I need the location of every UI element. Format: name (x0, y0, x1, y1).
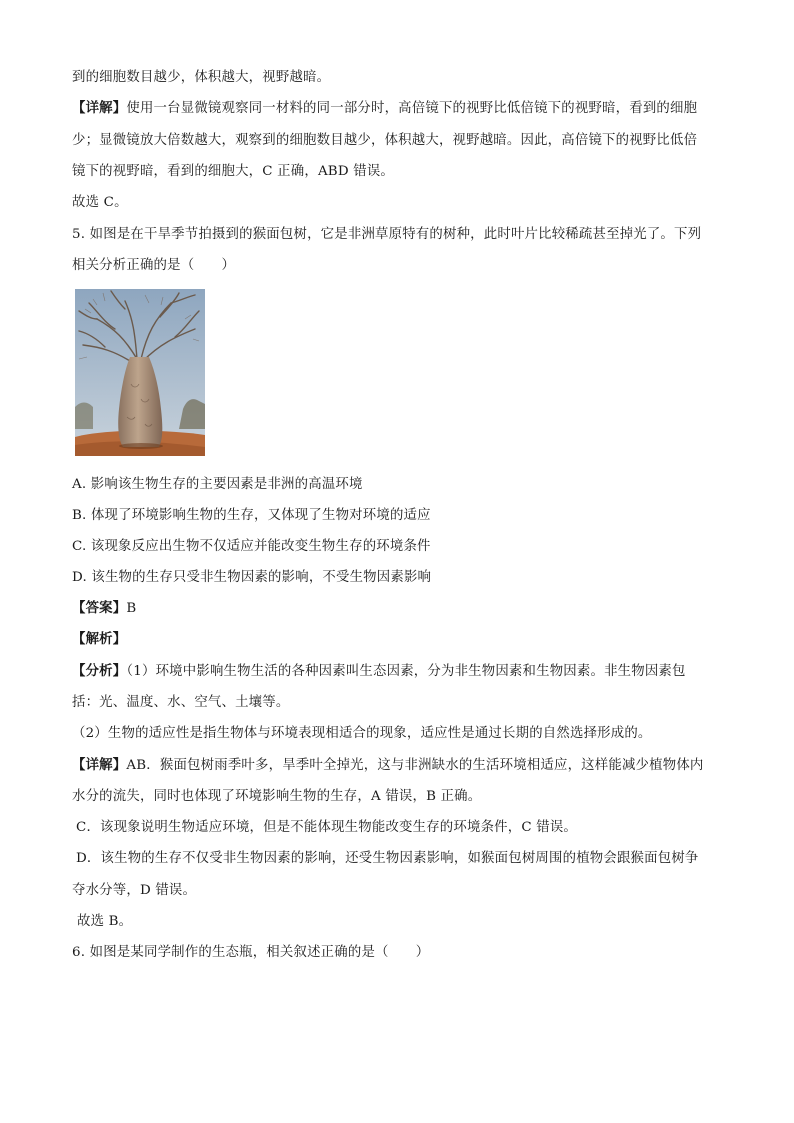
line-text: 水分的流失，同时也体现了环境影响生物的生存，A 错误，B 正确。 (72, 789, 482, 804)
answer-line (72, 599, 136, 618)
line-text: 镜下的视野暗，看到的细胞大，C 正确，ABD 错误。 (72, 164, 395, 179)
text-line (72, 99, 697, 118)
option-d (72, 568, 431, 587)
text-line (76, 818, 577, 837)
line-text: A. 影响该生物生存的主要因素是非洲的高温环境 (72, 477, 363, 492)
line-text: 括：光、温度、水、空气、土壤等。 (72, 695, 290, 710)
option-a (72, 475, 363, 494)
line-text: 夺水分等，D 错误。 (72, 883, 197, 898)
section-label-analysis: 【解析】 (72, 631, 127, 647)
line-text: C．该现象说明生物适应环境，但是不能体现生物能改变生存的环境条件，C 错误。 (76, 820, 578, 835)
section-label-fenxi: 【分析】 (72, 663, 127, 679)
text-line (72, 787, 481, 806)
line-text: 故选 C。 (72, 195, 128, 210)
line-text: B. 体现了环境影响生物的生存，又体现了生物对环境的适应 (72, 508, 431, 523)
text-line (72, 881, 196, 900)
text-line (72, 693, 289, 712)
text-line (72, 162, 394, 181)
question-5-stem-cont (72, 256, 235, 275)
line-text: 5. 如图是在干旱季节拍摄到的猴面包树，它是非洲草原特有的树种，此时叶片比较稀疏甚至掉光了。下列 (72, 227, 702, 242)
text-line (77, 912, 132, 931)
section-label-detail: 【详解】 (72, 757, 127, 773)
text-line (72, 131, 697, 150)
option-b (72, 506, 431, 525)
line-text: 相关分析正确的是（ ） (72, 258, 236, 273)
line-text: 少；显微镜放大倍数越大，观察到的细胞数目越少，体积越大，视野越暗。因此，高倍镜下的视野比低倍 (72, 133, 698, 148)
answer-value: B (126, 601, 137, 616)
line-text: D. 该生物的生存只受非生物因素的影响，不受生物因素影响 (72, 570, 432, 585)
text-line (72, 662, 686, 681)
line-text: 到的细胞数目越少，体积越大，视野越暗。 (72, 70, 331, 85)
question-6-stem (72, 943, 429, 962)
option-c (72, 537, 431, 556)
line-text: D．该生物的生存不仅受非生物因素的影响，还受生物因素影响，如猴面包树周围的植物会跟猴面包树争 (76, 851, 699, 866)
baobab-tree-icon (75, 289, 205, 456)
line-text: （1）环境中影响生物生活的各种因素叫生态因素，分为非生物因素和生物因素。非生物因素包 (126, 664, 686, 679)
line-text: （2）生物的适应性是指生物体与环境表现相适合的现象，适应性是通过长期的自然选择形成的。 (72, 726, 652, 741)
section-label-detail: 【详解】 (72, 100, 127, 116)
text-line (72, 68, 330, 87)
line-text: 6. 如图是某同学制作的生态瓶，相关叙述正确的是（ ） (72, 945, 430, 960)
baobab-tree-photo (75, 289, 205, 456)
text-line (76, 849, 699, 868)
text-line (72, 756, 704, 775)
line-text: 使用一台显微镜观察同一材料的同一部分时，高倍镜下的视野比低倍镜下的视野暗，看到的细胞 (126, 101, 698, 116)
analysis-heading (72, 630, 126, 649)
section-label-answer: 【答案】 (72, 600, 127, 616)
text-line (72, 724, 652, 743)
line-text: C. 该现象反应出生物不仅适应并能改变生物生存的环境条件 (72, 539, 431, 554)
line-text: AB．猴面包树雨季叶多，旱季叶全掉光，这与非洲缺水的生活环境相适应，这样能减少植物体内 (126, 758, 704, 773)
question-5-stem (72, 225, 701, 244)
line-text: 故选 B。 (77, 914, 133, 929)
text-line (72, 193, 128, 212)
